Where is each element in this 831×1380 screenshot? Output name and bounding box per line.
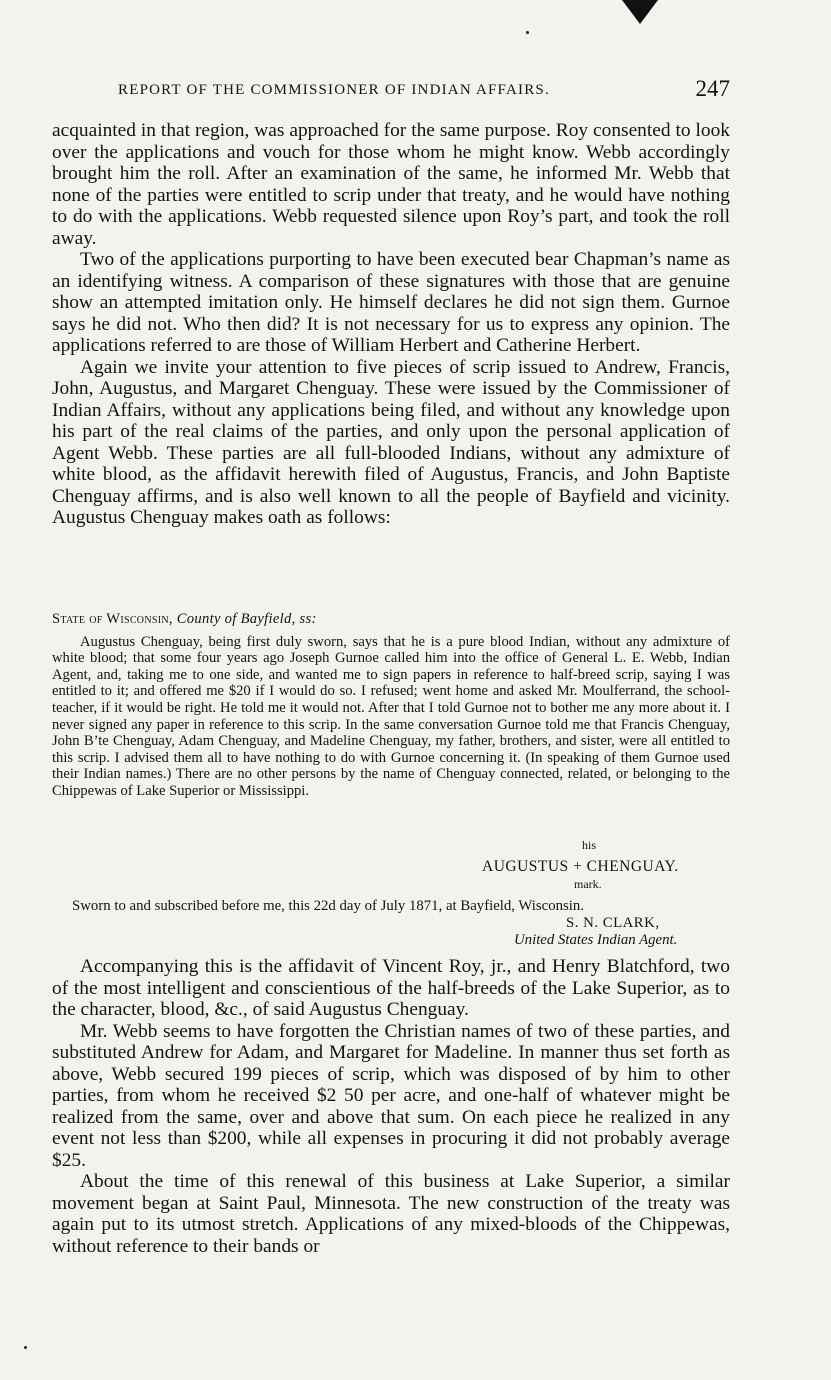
paragraph: Mr. Webb seems to have forgotten the Christian names of two of these parties, and substituted Andrew for Adam, and Margaret for Madeline. In manner thus set forth as above, Webb secured 199 pieces of scrip, which was disposed of by him to other parties, from whom he received $2 50 per acre, and one-half of whatever might be realized from the same, over and above that sum. On each piece he realized in any event not less than $200, while all expenses in procuring it did not probably average $25. [52,1020,730,1171]
affidavit-text: Augustus Chenguay, being first duly sworn, says that he is a pure blood Indian, without any admixture of white blood; that some four years ago Joseph Gurnoe called him into the office of General L. E. Webb, Indian Agent, and, taking me to one side, and wanted me to sign papers in reference to half-breed scrip, saying I was entitled to it; and offered me $20 if I would do so. I refused; went home and asked Mr. Moulferrand, the school-teacher, if it would be right. He told me it would not. After that I told Gurnoe not to bother me any more about it. I never signed any paper in reference to this scrip. In the same conversation Gurnoe told me that Francis Chenguay, John B’te Chenguay, Adam Chenguay, and Madeline Chenguay, my father, brothers, and sister, were all entitled to this scrip. I advised them all to have nothing to do with Gurnoe concerning it. (In speaking of them Gurnoe used their Indian names.) There are no other persons by the name of Chenguay connected, related, or belonging to the Chippewas of Lake Superior or Mississippi. [52,633,730,799]
paragraph: About the time of this renewal of this business at Lake Superior, a similar movement began at Saint Paul, Minnesota. The new construction of the treaty was again put to its utmost stretch. Applications of any mixed-bloods of the Chippewas, without reference to their bands or [52,1171,730,1257]
paragraph: Two of the applications purporting to have been executed bear Chapman’s name as an identifying witness. A comparison of these signatures with those that are genuine show an attempted imitation only. He himself declares he did not sign them. Gurnoe says he did not. Who then did? It is not necessary for us to express any opinion. The applications referred to are those of William Herbert and Catherine Herbert. [52,249,730,356]
scan-speck [24,1346,27,1349]
main-text-bottom [52,956,730,1257]
paragraph: acquainted in that region, was approached for the same purpose. Roy consented to look over the applications and vouch for those whom he might know. Webb accordingly brought him the roll. After an examination of the same, he informed Mr. Webb that none of the parties were entitled to scrip under that treaty, and he would have nothing to do with the applications. Webb requested silence upon Roy’s part, and took the roll away. [52,120,730,249]
paragraph: Accompanying this is the affidavit of Vincent Roy, jr., and Henry Blatchford, two of the most intelligent and conscientious of the half-breeds of the Lake Superior, as to the character, blood, &c., of said Augustus Chenguay. [52,956,730,1020]
affidavit-caption [52,611,730,628]
page-number: 247 [695,76,730,101]
scan-speck [526,31,529,34]
affidavit [52,611,730,800]
paragraph: Again we invite your attention to five pieces of scrip issued to Andrew, Francis, John, Augustus, and Margaret Chenguay. These were issued by the Commissioner of Indian Affairs, without any applications being filed, and without any knowledge upon his part of the real claims of the parties, and only upon the personal application of Agent Webb. These parties are all full-blooded Indians, without any admixture of white blood, as the affidavit herewith filed of Augustus, Francis, and John Baptiste Chenguay affirms, and is also well known to all the people of Bayfield and vicinity. Augustus Chenguay makes oath as follows: [52,356,730,528]
corner-mark [622,0,658,24]
main-text-top [52,120,730,529]
officer-name: S. N. CLARK, [566,915,660,931]
signature-mark: mark. [574,877,602,891]
affidavit-state: State of Wisconsin, [52,611,173,627]
signature-block [0,838,831,958]
signature-his: his [582,838,597,852]
affidavit-county: County of Bayfield, ss: [176,611,317,627]
signature-name: AUGUSTUS + CHENGUAY. [482,858,679,875]
page-header [118,78,730,106]
sworn-statement: Sworn to and subscribed before me, this 22d day of July 1871, at Bayfield, Wisconsin. [72,898,585,914]
officer-title: United States Indian Agent. [514,932,678,948]
running-head: REPORT OF THE COMMISSIONER OF INDIAN AFFAIRS. [118,82,550,98]
